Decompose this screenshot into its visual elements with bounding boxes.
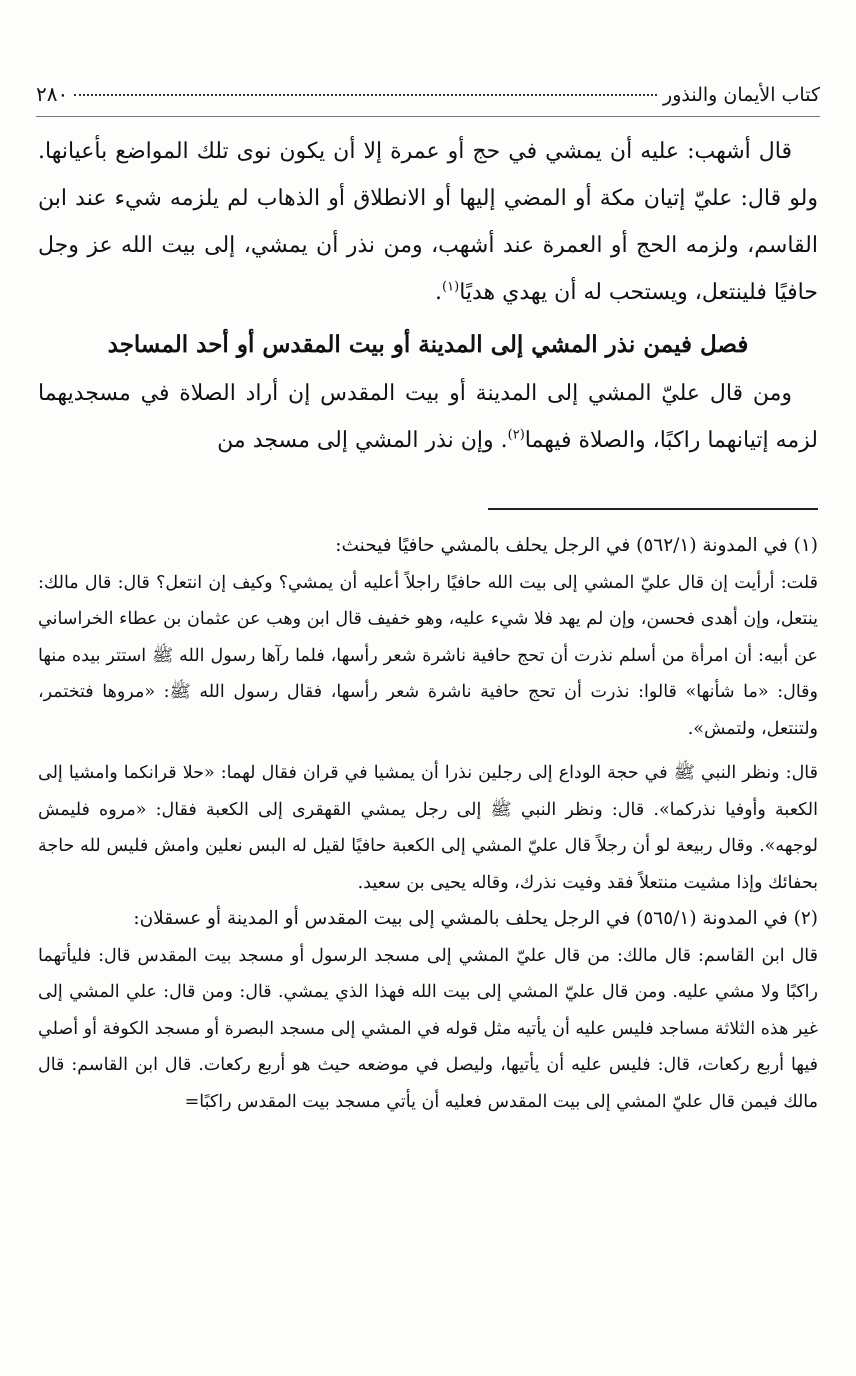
running-title: كتاب الأيمان والنذور	[663, 84, 820, 106]
footnote-ref-2: (٢)	[507, 427, 525, 443]
page-number: ٢٨٠	[36, 82, 69, 106]
footnote-ref-1: (١)	[442, 279, 460, 295]
section-heading: فصل فيمن نذر المشي إلى المدينة أو بيت المقدس أو أحد المساجد	[107, 331, 749, 358]
paragraph-1-end: .	[435, 280, 443, 305]
footnote-2-heading: (٢) في المدونة (٥٦٥/١) في الرجل يحلف بالمشي إلى بيت المقدس أو المدينة أو عسقلان:	[133, 908, 818, 929]
paragraph-1-text: قال أشهب: عليه أن يمشي في حج أو عمرة إلا أن يكون نوى تلك المواضع بأعيانها. ولو قال: عليّ إتيان مكة أو المضي إليها أو الانطلاق أو الذهاب لم يلزمه شيء عند ابن القاسم، ولزمه الحج أو العمرة عند أشهب، ومن نذر أن يمشي، إلى بيت الله عز وجل حافيًا فلينتعل، ويستحب له أن يهدي هديًا	[38, 139, 818, 305]
paragraph-1	[38, 128, 818, 316]
running-header	[36, 82, 820, 114]
paragraph-2	[38, 370, 818, 464]
footnote-separator	[488, 508, 818, 510]
paragraph-2-end: . وإن نذر المشي إلى مسجد من	[217, 428, 508, 453]
paragraph-2-text: ومن قال عليّ المشي إلى المدينة أو بيت المقدس إن أراد الصلاة في مسجديهما لزمه إتيانهما راكبًا، والصلاة فيهما	[38, 381, 818, 453]
main-text	[38, 128, 818, 464]
footnotes	[38, 528, 818, 1120]
footnote-2-paragraph-1: قال ابن القاسم: قال مالك: من قال عليّ المشي إلى مسجد الرسول أو مسجد بيت المقدس قال: فليأتهما راكبًا ولا مشي عليه. ومن قال عليّ المشي إلى بيت الله فهذا الذي يمشي. قال: ومن قال: علي المشي إلى غير هذه الثلاثة مساجد فليس عليه أن يأتيه مثل قوله في المشي إلى مسجد البصرة أو مسجد الكوفة أو أصلي فيها أربع ركعات، قال: فليس عليه أن يأتيها، وليصل في موضعه حيث هو أربع ركعات. قال ابن القاسم: قال مالك فيمن قال عليّ المشي إلى بيت المقدس فعليه أن يأتي مسجد بيت المقدس راكبًا=	[37, 945, 818, 1112]
leader-dots	[74, 94, 657, 96]
footnote-1-heading: (١) في المدونة (٥٦٢/١) في الرجل يحلف بالمشي حافيًا فيحنث:	[335, 535, 818, 556]
footnote-1-paragraph-1: قلت: أرأيت إن قال عليّ المشي إلى بيت الله حافيًا راجلاً أعليه أن يمشي؟ وكيف إن انتعل؟ قال: قال مالك: ينتعل، وإن أهدى فحسن، وإن لم يهد فلا شيء عليه، وهو خفيف قال ابن وهب عن عثمان بن عطاء الخراساني عن أبيه: أن امرأة من أسلم نذرت أن تحج حافية ناشرة شعر رأسها، فلما رآها رسول الله ﷺ استتر بيده منها وقال: «ما شأنها» قالوا: نذرت أن تحج حافية ناشرة شعر رأسها، فقال رسول الله ﷺ: «مروها فتختمر، ولتنتعل، ولتمش».	[38, 572, 818, 739]
header-rule	[36, 116, 820, 117]
footnote-1-paragraph-2: قال: ونظر النبي ﷺ في حجة الوداع إلى رجلين نذرا أن يمشيا في قران فقال لهما: «حلا قرانكما وامشيا إلى الكعبة وأوفيا نذركما». قال: ونظر النبي ﷺ إلى رجل يمشي القهقرى إلى الكعبة فقال: «مروه فليمش لوجهه». وقال ربيعة لو أن رجلاً قال عليّ المشي إلى الكعبة حافيًا لقيل له البس نعلين وامش فليس لله حاجة بحفائك وإذا مشيت منتعلاً فقد وفيت نذرك، وقاله يحيى بن سعيد.	[38, 763, 818, 893]
